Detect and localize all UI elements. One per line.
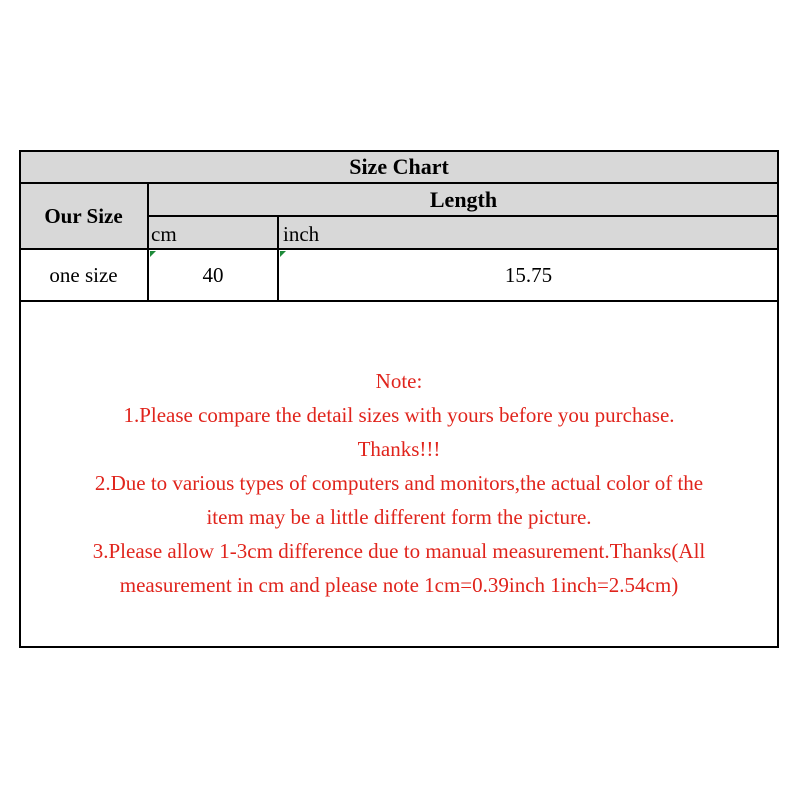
our-size-header-cell xyxy=(19,183,148,249)
unit-inch-cell xyxy=(278,216,779,249)
grid-line xyxy=(19,182,779,184)
cell-comment-marker xyxy=(150,251,156,257)
grid-line xyxy=(19,300,779,302)
length-header: Length xyxy=(429,186,498,212)
note-line: item may be a little different form the picture. xyxy=(206,505,592,529)
note-heading: Note: xyxy=(375,369,423,393)
our-size-header: Our Size xyxy=(44,203,123,228)
unit-cm-label: cm xyxy=(151,222,177,246)
size-chart-title: Size Chart xyxy=(349,153,449,179)
unit-cm-cell xyxy=(148,216,278,249)
note-block xyxy=(19,364,779,602)
unit-inch-label: inch xyxy=(283,222,320,246)
grid-line xyxy=(277,215,279,302)
grid-line xyxy=(19,248,779,250)
size-chart-title-cell xyxy=(19,150,779,183)
note-line: 1.Please compare the detail sizes with yours before you purchase. xyxy=(123,403,675,427)
cell-comment-marker xyxy=(280,251,286,257)
note-line: 3.Please allow 1-3cm difference due to manual measurement.Thanks(All xyxy=(92,539,706,563)
grid-line xyxy=(148,215,779,217)
grid-line xyxy=(147,182,149,302)
grid-line xyxy=(19,150,779,152)
note-line: 2.Due to various types of computers and monitors,the actual color of the xyxy=(94,471,704,495)
note-line: Thanks!!! xyxy=(357,437,441,461)
size-value: one size xyxy=(49,262,118,287)
grid-line xyxy=(19,646,779,648)
length-header-cell xyxy=(148,183,779,216)
cm-value: 40 xyxy=(202,262,224,287)
table-row-size-cell xyxy=(19,249,148,301)
inch-value: 15.75 xyxy=(504,262,553,287)
table-row-inch-cell xyxy=(278,249,779,301)
size-chart-sheet xyxy=(19,150,779,648)
note-line: measurement in cm and please note 1cm=0.39inch 1inch=2.54cm) xyxy=(119,573,679,597)
table-row-cm-cell xyxy=(148,249,278,301)
